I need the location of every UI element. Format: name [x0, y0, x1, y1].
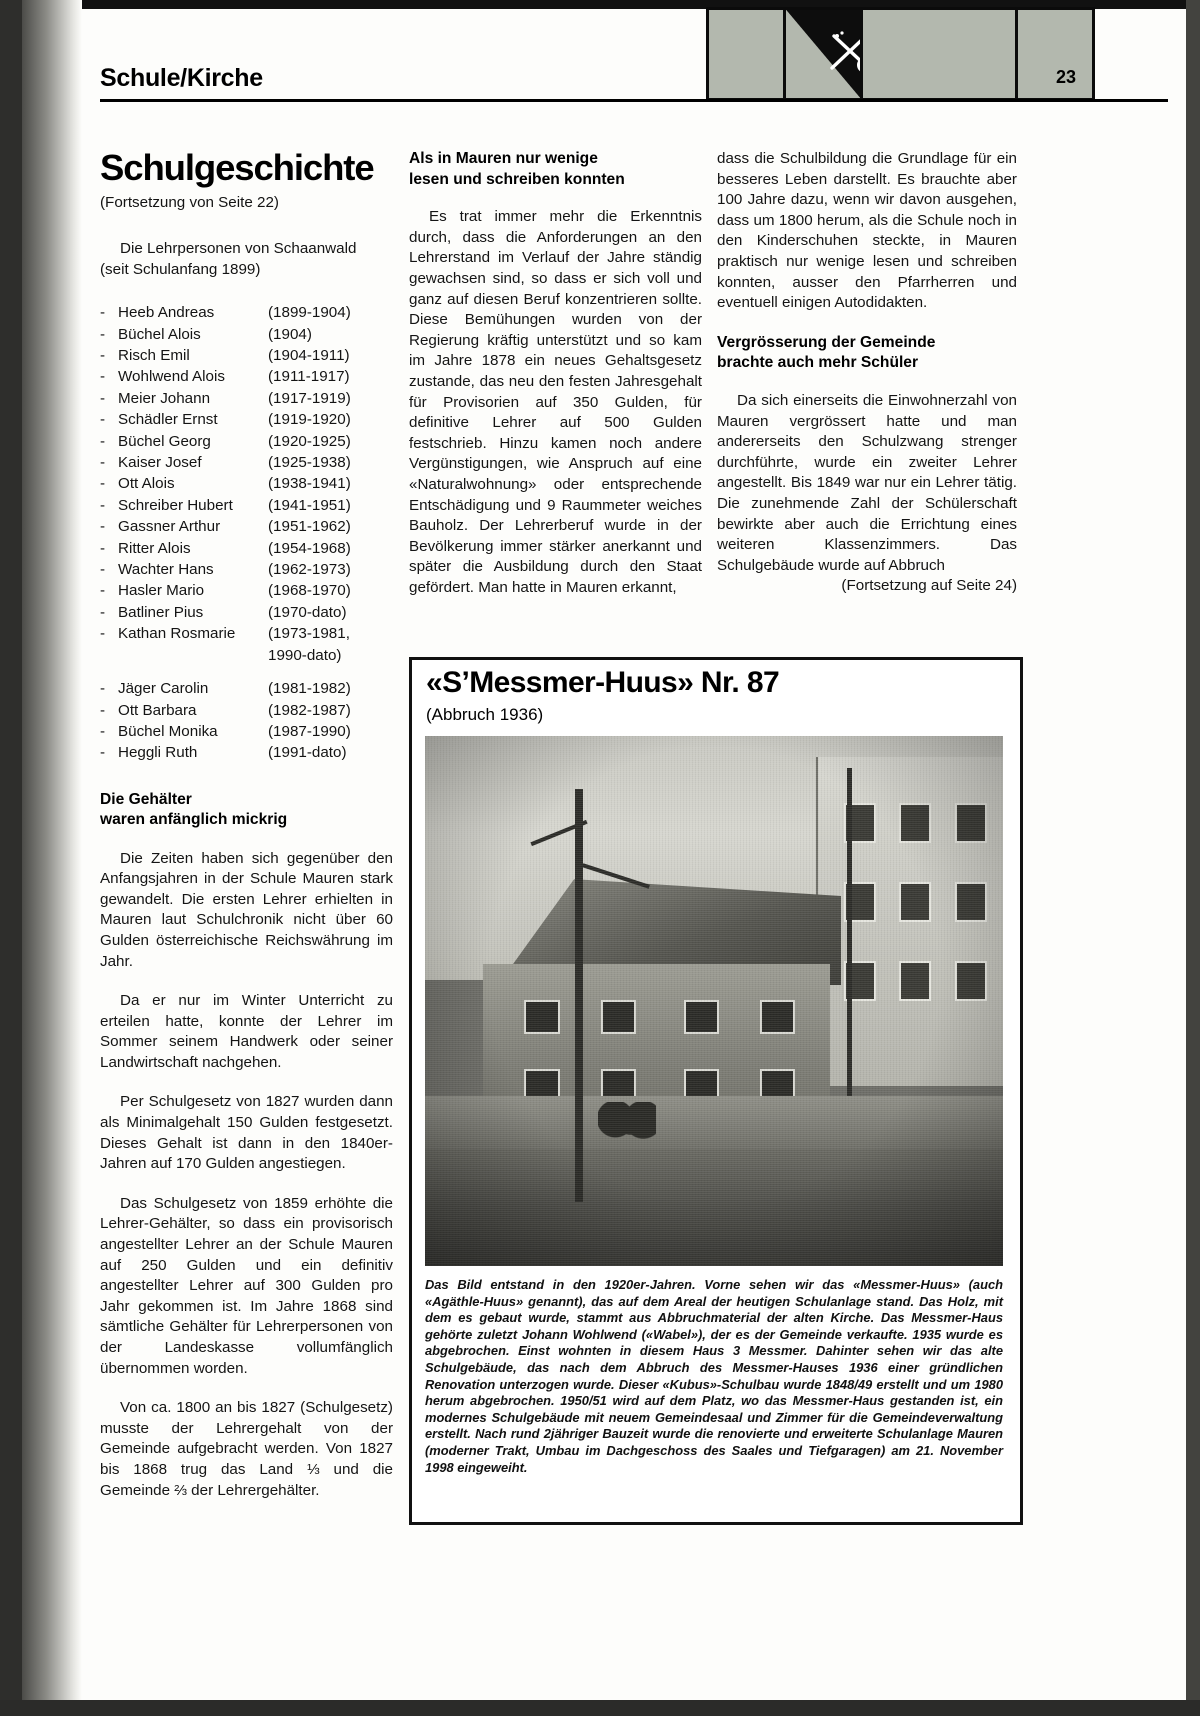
- teacher-name: Schreiber Hubert: [118, 496, 233, 514]
- list-dash: -: [100, 411, 106, 429]
- heading-line-2: lesen und schreiben konnten: [409, 170, 625, 188]
- teacher-row: [100, 431, 393, 452]
- teacher-row: [100, 645, 393, 666]
- teacher-name: Jäger Carolin: [118, 680, 209, 698]
- teacher-years: (1925-1938): [268, 454, 351, 472]
- teacher-years: (1970-dato): [268, 603, 347, 621]
- heading-line-2: brachte auch mehr Schüler: [717, 354, 919, 372]
- teacher-name: Meier Johann: [118, 389, 211, 407]
- teacher-row: [100, 452, 393, 473]
- teacher-row: [100, 345, 393, 366]
- teacher-row: [100, 388, 393, 409]
- list-dash: -: [100, 496, 106, 514]
- list-dash: -: [100, 325, 106, 343]
- teacher-name: Ritter Alois: [118, 539, 191, 557]
- flag-box-1: [706, 7, 783, 101]
- teacher-years: (1899-1904): [268, 304, 351, 322]
- teacher-years: (1981-1982): [268, 680, 351, 698]
- list-dash: -: [100, 603, 106, 621]
- page-header: [82, 9, 1186, 101]
- paragraph: Das Schulgesetz von 1859 erhöhte die Lehrer-Gehälter, so dass ein provisorisch angestellter Lehrer an der Schule Mauren auf 250 Gulden und ein definitiv angestellter Lehrer auf 300 Gulden pro Jahr gekommen ist. Im Jahre 1868 sind sämtliche Gehälter für Lehrerpersonen von der Landeskasse vollumfänglich übernommen worden.: [100, 1194, 393, 1377]
- article-title: Schulgeschichte: [100, 147, 374, 188]
- teacher-list-intro: [100, 239, 393, 280]
- list-dash: -: [100, 347, 106, 364]
- paragraph: dass die Schulbildung die Grundlage für ein besseres Leben darstellt. Es brauchte aber 100 Jahre dazu, wenn wir davon ausgehen, dass um 1800 herum, als die Schule noch in den Kinderschuhen steckte, in Mauren praktisch nur wenige lesen und schreiben konnten, ausser den Pfarrherren und eventuell einigen Autodidakten.: [717, 150, 1017, 312]
- teacher-row: [100, 366, 393, 387]
- teacher-name: Ott Barbara: [118, 701, 197, 719]
- photo-title: «S’Messmer-Huus» Nr. 87: [426, 666, 780, 699]
- salary-heading-line-1: Die Gehälter: [100, 790, 192, 808]
- list-gap: [100, 666, 393, 678]
- column-two: [409, 149, 702, 598]
- header-divider: [100, 99, 1168, 102]
- teacher-years: (1911-1917): [268, 368, 350, 386]
- teacher-years: (1919-1920): [268, 411, 351, 429]
- paragraph: Da er nur im Winter Unterricht zu erteilen hatte, konnte der Lehrer im Sommer seinem Handwerk oder seiner Landwirtschaft nachgehen.: [100, 992, 393, 1071]
- list-dash: -: [100, 744, 106, 762]
- teacher-years: (1973-1981,: [268, 625, 350, 643]
- photo-caption: Das Bild entstand in den 1920er-Jahren. Vorne sehen wir das «Messmer-Huus» (auch «Agäthle-Huus» genannt), das auf dem Areal der heutigen Schulanlage stand. Das Holz, mit dem es gebaut wurde, stammt aus Abbruchmaterial der alten Kirche. Das Messmer-Haus gehörte zuletzt Johann Wohlwend («Wabel»), der es der Gemeinde verkaufte. 1935 wurde es abgebrochen. Einst wohnten in diesem Haus 3 Messmer. Dahinter sehen wir das alte Schulgebäude, das nach dem Abbruch des Messmer-Hauses 1936 einer gründlichen Renovation unterzogen wurde. Dieser «Kubus»-Schulbau wurde 1848/49 erstellt und um 1980 herum abgebrochen. 1950/51 wird auf dem Platz, wo das Messmer-Haus gestanden ist, ein modernes Schulgebäude mit neuem Gemeindesaal und Zimmer für die Gemeindeverwaltung erstellt. Nach rund 2jähriger Bauzeit wurde die renovierte und erweiterte Schulanlage Mauren (moderner Trakt, Umbau im Dachgeschoss des Saales und Tiefgaragen) am 21. November 1998 eingeweiht.: [425, 1277, 1003, 1475]
- teacher-row: [100, 495, 393, 516]
- list-dash: -: [100, 625, 106, 643]
- paragraph: Die Zeiten haben sich gegenüber den Anfangsjahren in der Schule Mauren stark gewandelt. Die ersten Lehrer erhielten in Mauren laut Schulchronik nicht über 60 Gulden österreichische Reichswährung im Jahr.: [100, 849, 393, 970]
- teacher-years: (1962-1973): [268, 561, 351, 579]
- paragraph: Per Schulgesetz von 1827 wurden dann als Minimalgehalt 150 Gulden festgesetzt. Dieses Gehalt ist dann in den 1840er-Jahren auf 170 Gulden angestiegen.: [100, 1093, 393, 1173]
- crossed-key-sword-icon: [824, 24, 860, 80]
- list-dash: -: [100, 304, 106, 322]
- salary-heading: [100, 790, 393, 831]
- column-three: [717, 149, 1017, 597]
- teacher-row: [100, 742, 393, 763]
- teacher-years: (1991-dato): [268, 744, 347, 762]
- teacher-years: (1954-1968): [268, 539, 351, 557]
- list-dash: -: [100, 454, 106, 472]
- teacher-years: (1982-1987): [268, 701, 351, 719]
- teacher-name: Heeb Andreas: [118, 304, 215, 322]
- salary-heading-line-2: waren anfänglich mickrig: [100, 811, 288, 829]
- article-subtitle: (Fortsetzung von Seite 22): [100, 194, 279, 211]
- teacher-row: [100, 559, 393, 580]
- continuation-note: (Fortsetzung auf Seite 24): [841, 577, 1017, 595]
- column-two-heading: [409, 149, 702, 190]
- heading-line-1: Als in Mauren nur wenige: [409, 150, 598, 167]
- teacher-name: Büchel Alois: [118, 325, 201, 343]
- heading-line-1: Vergrösserung der Gemeinde: [717, 333, 936, 351]
- teacher-years: (1917-1919): [268, 389, 351, 407]
- teacher-row: [100, 700, 393, 721]
- teacher-years: (1938-1941): [268, 475, 351, 493]
- teacher-row: [100, 409, 393, 430]
- teacher-name: Batliner Pius: [118, 603, 204, 621]
- list-dash: -: [100, 701, 106, 719]
- teacher-name: Büchel Georg: [118, 432, 211, 450]
- teacher-row: [100, 473, 393, 494]
- teacher-name: Schädler Ernst: [118, 411, 218, 429]
- teacher-row: [100, 516, 393, 537]
- page-title: Schule/Kirche: [100, 64, 263, 92]
- paragraph: Es trat immer mehr die Erkenntnis durch, dass die Anforderungen an den Lehrerstand im Verlauf der Jahre ständig gewachsen sind, so dass er sich voll und ganz auf diesen Beruf konzentrieren sollte. Diese Bemühungen wurden von der Regierung kräftig unterstützt und so kam im Jahre 1878 ein neues Gehaltsgesetz zustande, das neu den festen Jahresgehalt für Provisorien auf 350 Gulden, für definitive Lehrer auf 500 Gulden festschrieb. Hinzu kamen noch andere Vergünstigungen, wie Anspruch auf eine «Naturalwohnung» oder entsprechende Entschädigung und 9 Raummeter weiches Bauholz. Der Lehrerberuf wurde in der Bevölkerung immer stärker anerkannt und später die Ausbildung durch den Staat gefördert. Man hatte in Mauren erkannt,: [409, 208, 702, 596]
- list-dash: -: [100, 475, 106, 493]
- teacher-name: Kaiser Josef: [118, 454, 202, 472]
- teacher-years: (1968-1970): [268, 582, 351, 600]
- list-dash: -: [100, 539, 106, 557]
- teacher-row: [100, 580, 393, 601]
- teacher-years: 1990-dato): [268, 646, 342, 664]
- teacher-name: Gassner Arthur: [118, 518, 221, 536]
- historic-photo: [425, 736, 1003, 1266]
- photo-subtitle: (Abbruch 1936): [426, 705, 544, 724]
- photo-block: [409, 657, 1023, 1525]
- list-dash: -: [100, 722, 106, 740]
- teacher-row: [100, 623, 393, 644]
- page-sheet: [82, 9, 1186, 1700]
- intro-line-1: Die Lehrpersonen von Schaanwald: [120, 240, 357, 257]
- column-one: [100, 149, 393, 1501]
- teacher-row: [100, 324, 393, 345]
- flag-box-3: [860, 7, 1015, 101]
- teacher-name: Kathan Rosmarie: [118, 625, 236, 643]
- teacher-name: Risch Emil: [118, 347, 190, 364]
- teacher-years: (1904-1911): [268, 347, 350, 364]
- scan-edge-bottom: [0, 1700, 1200, 1716]
- teacher-name: Wachter Hans: [118, 561, 214, 579]
- flag-box-page: [1015, 7, 1095, 101]
- scan-edge-left: [0, 0, 22, 1716]
- list-dash: -: [100, 432, 106, 450]
- scan-edge-right: [1186, 0, 1200, 1716]
- teacher-name: Büchel Monika: [118, 722, 218, 740]
- teacher-row: [100, 678, 393, 699]
- teacher-name: Wohlwend Alois: [118, 368, 225, 386]
- teacher-years: (1951-1962): [268, 518, 351, 536]
- list-dash: -: [100, 389, 106, 407]
- teacher-years: (1904): [268, 325, 312, 343]
- photo-vignette: [425, 736, 1003, 1266]
- teacher-name: Heggli Ruth: [118, 744, 198, 762]
- teacher-years: (1920-1925): [268, 432, 351, 450]
- list-dash: -: [100, 680, 106, 698]
- teacher-years: (1987-1990): [268, 722, 351, 740]
- flag-box-emblem: [783, 7, 860, 101]
- list-dash: -: [100, 518, 106, 536]
- page-number: 23: [1055, 67, 1076, 87]
- teacher-row: [100, 602, 393, 623]
- teacher-name: Ott Alois: [118, 475, 175, 493]
- teacher-name: Hasler Mario: [118, 582, 205, 600]
- teacher-row: [100, 721, 393, 742]
- list-dash: -: [100, 368, 106, 386]
- column-three-heading: [717, 333, 1017, 374]
- intro-line-2: (seit Schulanfang 1899): [100, 260, 261, 278]
- teacher-years: (1941-1951): [268, 496, 351, 514]
- paragraph: Von ca. 1800 an bis 1827 (Schulgesetz) musste der Lehrergehalt von der Gemeinde aufgebracht werden. Von 1827 bis 1868 trug das Land ⅓ und die Gemeinde ⅔ der Lehrergehälter.: [100, 1399, 393, 1499]
- list-dash: -: [100, 561, 106, 579]
- scan-edge-left-gradient: [22, 0, 82, 1716]
- teacher-row: [100, 302, 393, 323]
- teacher-row: [100, 538, 393, 559]
- teacher-list: [100, 302, 393, 764]
- header-flag-strip: [706, 7, 1150, 97]
- list-dash: -: [100, 582, 106, 600]
- paragraph: Da sich einerseits die Einwohnerzahl von Mauren vergrössert hatte und man andererseits den Schulzwang strenger durchführte, wurde ein zweiter Lehrer angestellt. Bis 1849 war nur ein Lehrer tätig. Die zunehmende Zahl der Schülerschaft bewirkte aber auch die Errichtung eines weiteren Klassenzimmers. Das Schulgebäude wurde auf Abbruch: [717, 391, 1017, 574]
